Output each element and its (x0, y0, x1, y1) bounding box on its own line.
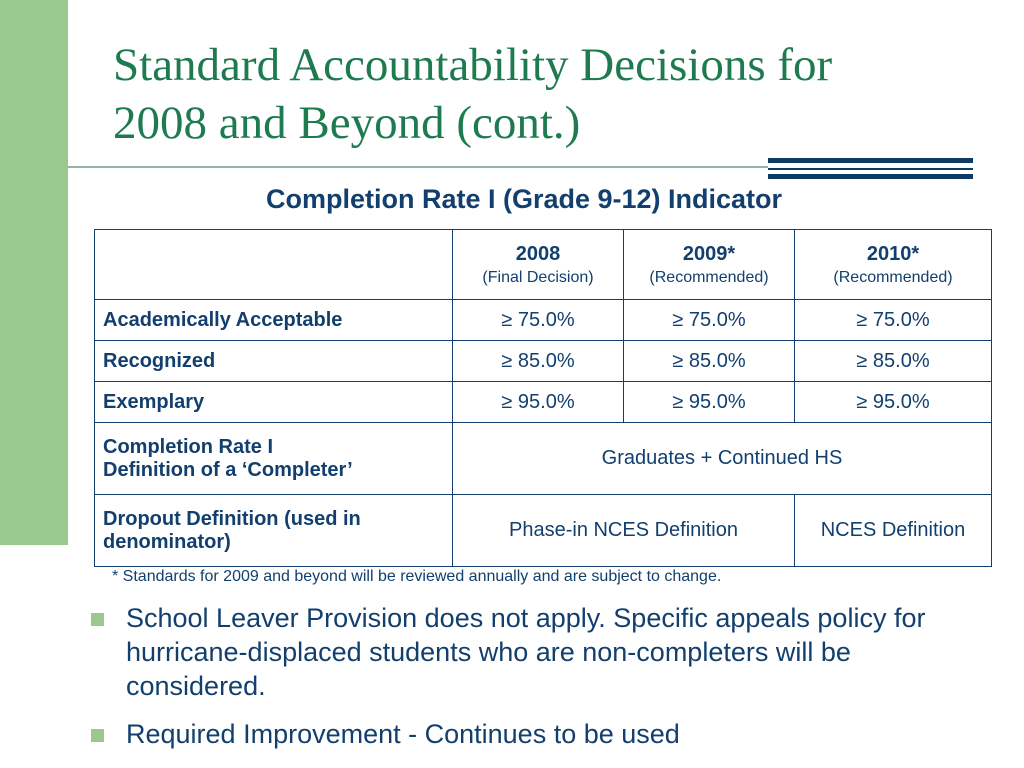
cell-value: ≥ 85.0% (624, 341, 795, 382)
title-line-2: 2008 and Beyond (cont.) (113, 97, 581, 149)
empty-header-cell (95, 230, 453, 300)
bullet-text: School Leaver Provision does not apply. Specific appeals policy for hurricane-displaced students who are non-completers will be considered. (126, 603, 926, 701)
col-header-2008 (453, 230, 624, 300)
row-label: Dropout Definition (used in denominator) (95, 495, 453, 567)
col-year: 2010* (866, 242, 920, 265)
square-bullet-icon (91, 729, 104, 742)
bullet-list (88, 601, 988, 765)
table-title: Completion Rate I (Grade 9-12) Indicator (265, 184, 783, 214)
col-header-2009 (624, 230, 795, 300)
header-row (95, 230, 992, 300)
col-note: (Recommended) (649, 268, 769, 286)
completer-definition: Graduates + Continued HS (453, 423, 992, 495)
title-underline (68, 166, 768, 168)
cell-value: ≥ 75.0% (453, 300, 624, 341)
dropout-definition-2008-2009: Phase-in NCES Definition (453, 495, 795, 567)
square-bullet-icon (91, 613, 104, 626)
row-label (95, 423, 453, 495)
col-header-2010 (795, 230, 992, 300)
list-item (88, 717, 988, 751)
row-label: Recognized (95, 341, 453, 382)
slide-title (113, 36, 993, 152)
title-line-1: Standard Accountability Decisions for (113, 39, 833, 91)
col-year: 2009* (682, 242, 736, 265)
row-label-line-2: Definition of a ‘Completer’ (103, 458, 353, 481)
dropout-row (95, 495, 992, 567)
completer-row (95, 423, 992, 495)
left-accent-bar (0, 0, 68, 545)
list-item (88, 601, 988, 703)
cell-value: ≥ 95.0% (795, 382, 992, 423)
row-label-line-1: Completion Rate I (103, 435, 274, 458)
cell-value: ≥ 85.0% (795, 341, 992, 382)
accent-stripes (768, 158, 973, 179)
table-row (95, 341, 992, 382)
row-label: Exemplary (95, 382, 453, 423)
col-note: (Final Decision) (482, 268, 594, 286)
cell-value: ≥ 75.0% (624, 300, 795, 341)
col-note: (Recommended) (833, 268, 953, 286)
footnote: * Standards for 2009 and beyond will be reviewed annually and are subject to change. (112, 568, 722, 585)
col-year: 2008 (515, 242, 561, 265)
dropout-definition-2010: NCES Definition (795, 495, 992, 567)
cell-value: ≥ 95.0% (624, 382, 795, 423)
cell-value: ≥ 85.0% (453, 341, 624, 382)
standards-table (94, 229, 992, 567)
row-label: Academically Acceptable (95, 300, 453, 341)
table-row (95, 382, 992, 423)
bullet-text: Required Improvement - Continues to be used (126, 719, 680, 749)
cell-value: ≥ 95.0% (453, 382, 624, 423)
cell-value: ≥ 75.0% (795, 300, 992, 341)
table-row (95, 300, 992, 341)
